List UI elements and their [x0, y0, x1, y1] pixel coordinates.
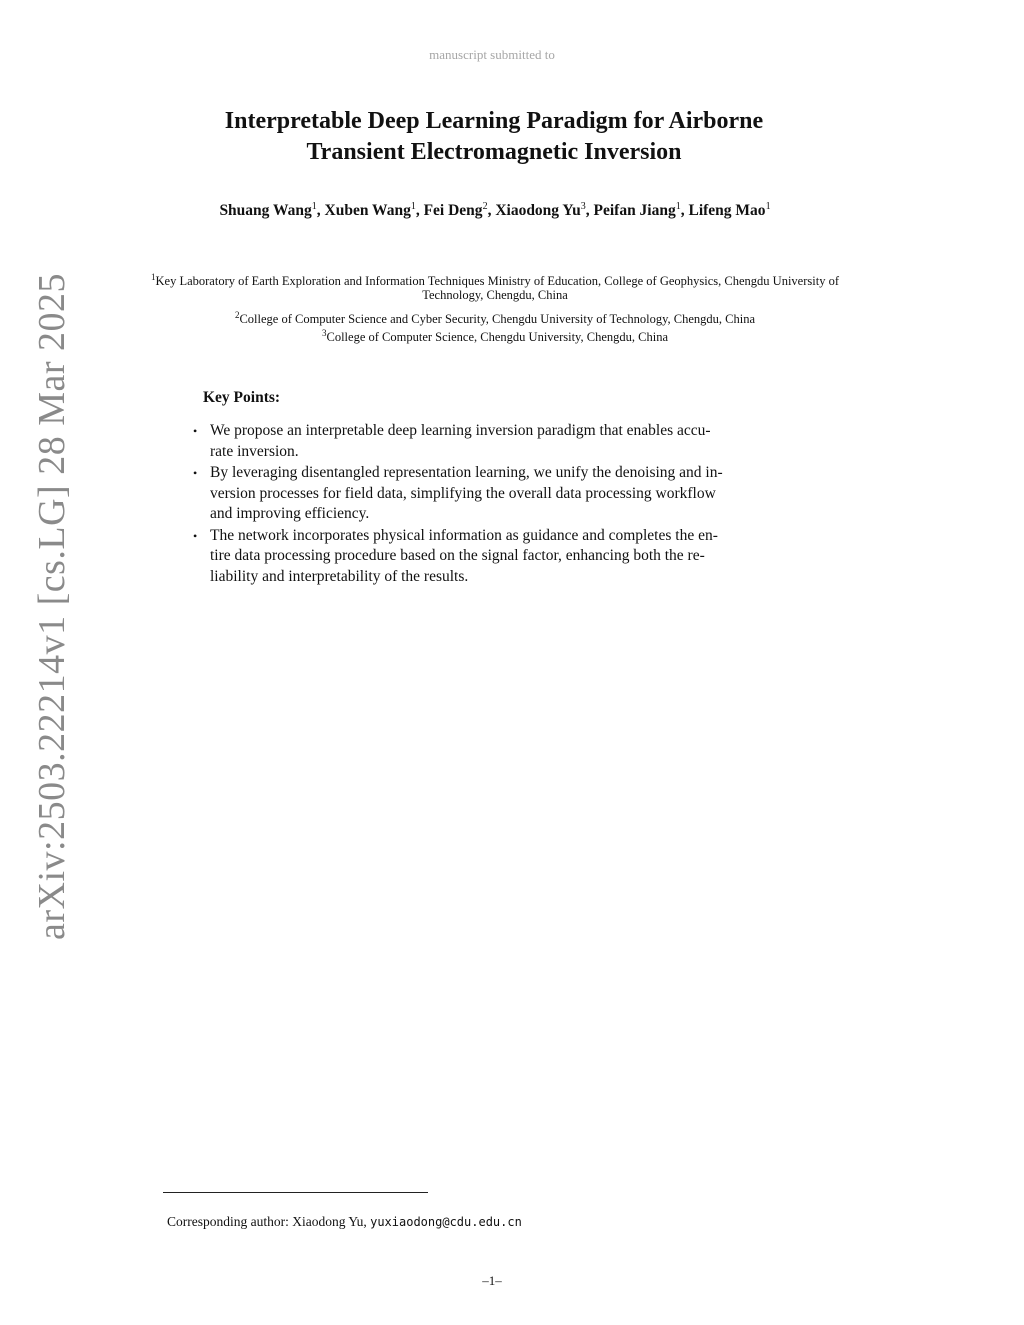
author-affiliation-mark: 1	[311, 200, 317, 212]
bullet-icon: •	[193, 424, 198, 438]
key-point-line: The network incorporates physical information as guidance and completes the en-	[210, 526, 718, 544]
key-point-line: liability and interpretability of the results.	[210, 567, 469, 585]
author	[325, 202, 424, 219]
author-affiliation-mark: 2	[482, 200, 488, 212]
footnote-label: Corresponding author: Xiaodong Yu,	[167, 1214, 371, 1229]
author-separator: ,	[316, 202, 325, 219]
affiliation-text: College of Computer Science and Cyber Security, Chengdu University of Technology, Chengdu, China	[239, 312, 756, 327]
author-affiliation-mark: 1	[410, 200, 416, 212]
arxiv-identifier-stamp: arXiv:2503.22214v1 [cs.LG] 28 Mar 2025	[31, 272, 73, 940]
affiliation	[150, 270, 840, 302]
key-point-line: version processes for field data, simplifying the overall data processing workflow	[210, 484, 716, 502]
running-header: manuscript submitted to	[429, 47, 555, 62]
author-name: Xiaodong Yu	[495, 202, 581, 219]
author-name: Peifan Jiang	[593, 202, 676, 219]
paper-title	[130, 106, 858, 168]
author-list	[150, 200, 840, 221]
author-separator: ,	[487, 202, 496, 219]
author-name: Fei Deng	[423, 202, 483, 219]
author	[594, 202, 689, 219]
key-point-line: and improving efficiency.	[210, 505, 370, 522]
key-point-line: By leveraging disentangled representation learning, we unify the denoising and in-	[210, 464, 723, 481]
key-point-item	[190, 421, 810, 462]
key-point-item	[190, 526, 810, 588]
affiliation-list	[150, 270, 840, 344]
author-affiliation-mark: 3	[580, 200, 586, 212]
affiliation-mark: 3	[322, 328, 327, 339]
author	[689, 202, 771, 219]
author-affiliation-mark: 1	[765, 200, 771, 212]
key-points-list	[190, 421, 810, 588]
key-point-line: We propose an interpretable deep learning inversion paradigm that enables accu-	[210, 422, 711, 439]
author-separator: ,	[415, 202, 424, 219]
key-point-item	[190, 463, 810, 525]
author	[219, 202, 324, 219]
affiliation	[150, 308, 840, 326]
affiliation-text: College of Computer Science, Chengdu University, Chengdu, China	[326, 330, 668, 345]
author	[424, 202, 496, 219]
corresponding-author-footnote	[167, 1214, 522, 1230]
affiliation	[150, 326, 840, 344]
author-email-link[interactable]: yuxiaodong@cdu.edu.cn	[370, 1215, 522, 1229]
key-point-line: rate inversion.	[210, 442, 299, 460]
bullet-icon: •	[193, 466, 198, 480]
author-separator: ,	[680, 202, 689, 219]
title-line-1: Interpretable Deep Learning Paradigm for Airborne	[224, 108, 764, 134]
author-name: Lifeng Mao	[688, 202, 766, 219]
page-number: –1–	[482, 1273, 502, 1288]
key-points-heading: Key Points:	[203, 389, 281, 406]
title-line-2: Transient Electromagnetic Inversion	[306, 139, 682, 165]
affiliation-text: Key Laboratory of Earth Exploration and Information Techniques Ministry of Education, College of Geophysics, Chengdu University of Technology, Chengdu, China	[155, 274, 839, 303]
author-name: Shuang Wang	[219, 202, 312, 219]
affiliation-mark: 2	[234, 310, 240, 321]
affiliation-mark: 1	[151, 272, 156, 282]
author-affiliation-mark: 1	[675, 200, 681, 212]
bullet-icon: •	[193, 528, 198, 543]
key-point-line: tire data processing procedure based on the signal factor, enhancing both the re-	[210, 547, 705, 564]
author-separator: ,	[585, 202, 594, 219]
footnote-divider	[163, 1192, 428, 1193]
author	[495, 202, 593, 219]
author-name: Xuben Wang	[324, 202, 411, 219]
